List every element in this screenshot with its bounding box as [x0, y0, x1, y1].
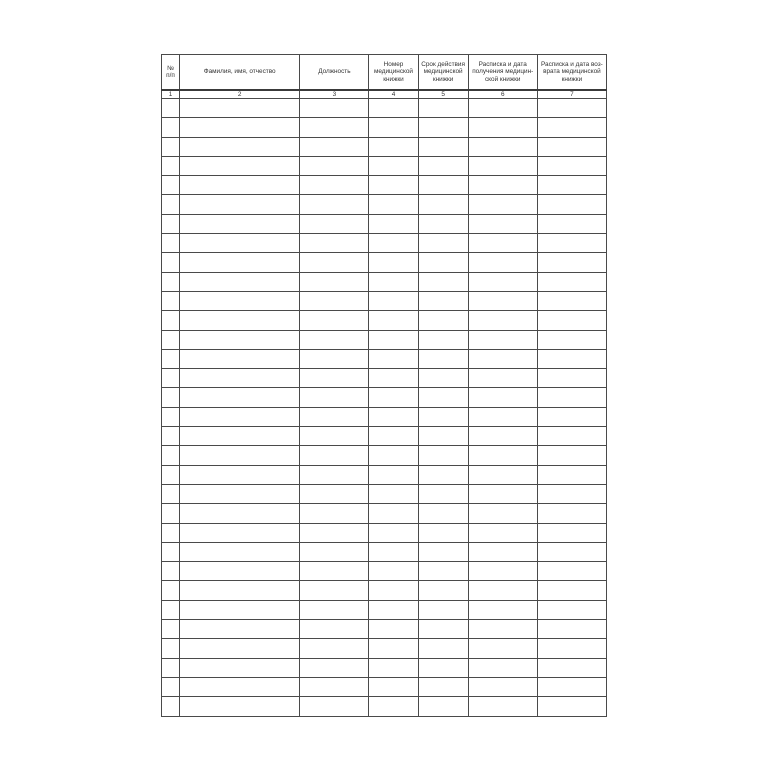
table-row: [162, 446, 607, 465]
table-cell: [300, 291, 369, 310]
table-cell: [537, 369, 606, 388]
table-cell: [162, 427, 180, 446]
table-cell: [468, 156, 537, 175]
table-cell: [369, 600, 418, 619]
table-cell: [369, 156, 418, 175]
table-cell: [369, 523, 418, 542]
table-cell: [369, 427, 418, 446]
table-row: [162, 600, 607, 619]
table-cell: [468, 272, 537, 291]
table-cell: [418, 388, 468, 407]
table-cell: [180, 484, 300, 503]
table-cell: [369, 330, 418, 349]
table-cell: [537, 581, 606, 600]
table-cell: [468, 330, 537, 349]
table-cell: [369, 253, 418, 272]
table-cell: [300, 176, 369, 195]
table-cell: [162, 388, 180, 407]
table-cell: [300, 253, 369, 272]
table-cell: [537, 465, 606, 484]
table-cell: [369, 562, 418, 581]
table-cell: [300, 484, 369, 503]
table-cell: [300, 272, 369, 291]
column-number: 4: [369, 90, 418, 99]
table-cell: [180, 562, 300, 581]
table-cell: [180, 504, 300, 523]
table-cell: [418, 523, 468, 542]
table-cell: [300, 137, 369, 156]
table-cell: [418, 658, 468, 677]
table-cell: [418, 639, 468, 658]
table-row: [162, 272, 607, 291]
table-cell: [180, 542, 300, 561]
table-cell: [468, 388, 537, 407]
table-cell: [418, 697, 468, 716]
table-cell: [468, 349, 537, 368]
table-cell: [369, 677, 418, 696]
table-cell: [162, 311, 180, 330]
table-cell: [418, 504, 468, 523]
table-cell: [300, 214, 369, 233]
table-row: [162, 291, 607, 310]
table-cell: [369, 504, 418, 523]
table-cell: [418, 427, 468, 446]
table-row: [162, 388, 607, 407]
table-cell: [468, 484, 537, 503]
table-cell: [468, 253, 537, 272]
table-cell: [418, 542, 468, 561]
table-cell: [162, 137, 180, 156]
table-cell: [162, 253, 180, 272]
table-cell: [162, 176, 180, 195]
table-cell: [468, 542, 537, 561]
table-cell: [468, 369, 537, 388]
table-cell: [418, 581, 468, 600]
table-cell: [180, 118, 300, 137]
table-row: [162, 504, 607, 523]
table-cell: [300, 311, 369, 330]
table-cell: [162, 620, 180, 639]
table-cell: [468, 234, 537, 253]
table-cell: [180, 272, 300, 291]
table-cell: [537, 330, 606, 349]
table-cell: [162, 234, 180, 253]
column-number: 5: [418, 90, 468, 99]
table-cell: [180, 214, 300, 233]
table-cell: [468, 214, 537, 233]
table-row: [162, 311, 607, 330]
column-number: 2: [180, 90, 300, 99]
table-cell: [468, 407, 537, 426]
table-cell: [418, 234, 468, 253]
table-cell: [369, 369, 418, 388]
table-row: [162, 195, 607, 214]
table-cell: [300, 465, 369, 484]
table-row: [162, 137, 607, 156]
table-cell: [468, 697, 537, 716]
table-cell: [162, 639, 180, 658]
table-row: [162, 427, 607, 446]
table-cell: [468, 620, 537, 639]
table-cell: [180, 253, 300, 272]
table-cell: [369, 291, 418, 310]
table-cell: [300, 234, 369, 253]
table-cell: [537, 427, 606, 446]
table-cell: [537, 446, 606, 465]
table-cell: [418, 465, 468, 484]
table-row: [162, 523, 607, 542]
table-cell: [180, 620, 300, 639]
column-number: 6: [468, 90, 537, 99]
table-cell: [537, 118, 606, 137]
table-cell: [300, 562, 369, 581]
table-row: [162, 253, 607, 272]
table-cell: [180, 523, 300, 542]
table-row: [162, 620, 607, 639]
table-cell: [537, 253, 606, 272]
table-cell: [162, 195, 180, 214]
table-row: [162, 99, 607, 118]
table-cell: [418, 137, 468, 156]
table-cell: [300, 658, 369, 677]
table-cell: [369, 99, 418, 118]
table-cell: [537, 137, 606, 156]
table-row: [162, 465, 607, 484]
header-receipt-issue: Расписка и дата получения медицин- ской книжки: [468, 55, 537, 91]
medical-books-register-table: [161, 54, 607, 717]
table-cell: [180, 137, 300, 156]
table-cell: [537, 484, 606, 503]
table-cell: [300, 620, 369, 639]
table-cell: [300, 542, 369, 561]
table-cell: [369, 176, 418, 195]
table-cell: [537, 523, 606, 542]
table-row: [162, 156, 607, 175]
table-cell: [300, 581, 369, 600]
table-cell: [180, 697, 300, 716]
table-cell: [300, 407, 369, 426]
table-cell: [369, 118, 418, 137]
table-cell: [300, 600, 369, 619]
table-cell: [537, 697, 606, 716]
table-row: [162, 176, 607, 195]
table-cell: [537, 195, 606, 214]
table-cell: [537, 214, 606, 233]
table-cell: [300, 369, 369, 388]
table-cell: [537, 639, 606, 658]
table-cell: [369, 349, 418, 368]
table-cell: [162, 581, 180, 600]
table-cell: [468, 176, 537, 195]
table-cell: [418, 272, 468, 291]
table-cell: [180, 600, 300, 619]
table-cell: [537, 272, 606, 291]
table-row: [162, 484, 607, 503]
header-book-number: Номер медицинской книжки: [369, 55, 418, 91]
table-cell: [162, 562, 180, 581]
table-row: [162, 214, 607, 233]
table-cell: [180, 407, 300, 426]
table-cell: [180, 639, 300, 658]
table-row: [162, 639, 607, 658]
table-cell: [180, 369, 300, 388]
table-cell: [369, 388, 418, 407]
table-row: [162, 369, 607, 388]
table-cell: [537, 407, 606, 426]
table-cell: [468, 118, 537, 137]
table-cell: [369, 465, 418, 484]
table-cell: [537, 291, 606, 310]
table-cell: [180, 465, 300, 484]
table-cell: [162, 214, 180, 233]
table-row: [162, 234, 607, 253]
table-cell: [537, 677, 606, 696]
table-cell: [468, 446, 537, 465]
table-cell: [369, 639, 418, 658]
table-cell: [300, 388, 369, 407]
table-cell: [418, 484, 468, 503]
table-cell: [162, 677, 180, 696]
table-cell: [418, 214, 468, 233]
table-cell: [180, 446, 300, 465]
header-full-name: Фамилия, имя, отчество: [180, 55, 300, 91]
table-cell: [468, 581, 537, 600]
table-cell: [180, 99, 300, 118]
table-cell: [418, 677, 468, 696]
table-cell: [418, 176, 468, 195]
table-cell: [300, 330, 369, 349]
table-row: [162, 697, 607, 716]
table-cell: [180, 311, 300, 330]
table-cell: [300, 195, 369, 214]
table-cell: [369, 658, 418, 677]
table-cell: [369, 407, 418, 426]
table-cell: [180, 291, 300, 310]
table-cell: [369, 195, 418, 214]
header-number: № п/п: [162, 55, 180, 91]
table-cell: [537, 311, 606, 330]
table-cell: [162, 465, 180, 484]
table-cell: [418, 349, 468, 368]
table-cell: [369, 214, 418, 233]
table-cell: [468, 311, 537, 330]
table-cell: [369, 581, 418, 600]
table-cell: [418, 407, 468, 426]
table-row: [162, 349, 607, 368]
table-cell: [369, 446, 418, 465]
table-row: [162, 562, 607, 581]
table-row: [162, 330, 607, 349]
table-cell: [537, 620, 606, 639]
table-cell: [369, 697, 418, 716]
table-cell: [180, 195, 300, 214]
table-cell: [180, 581, 300, 600]
table-cell: [162, 156, 180, 175]
table-row: [162, 542, 607, 561]
header-row: [162, 55, 607, 91]
header-validity: Срок действия медицинской книжки: [418, 55, 468, 91]
table-cell: [162, 542, 180, 561]
table-cell: [369, 542, 418, 561]
table-cell: [300, 504, 369, 523]
table-cell: [180, 330, 300, 349]
table-cell: [537, 99, 606, 118]
table-cell: [162, 369, 180, 388]
table-cell: [300, 446, 369, 465]
table-cell: [369, 620, 418, 639]
table-cell: [418, 118, 468, 137]
table-row: [162, 407, 607, 426]
table-cell: [369, 311, 418, 330]
table-cell: [369, 272, 418, 291]
table-cell: [537, 388, 606, 407]
table-cell: [162, 697, 180, 716]
table-cell: [162, 291, 180, 310]
table-cell: [418, 562, 468, 581]
table-cell: [300, 523, 369, 542]
header-position: Должность: [300, 55, 369, 91]
table-cell: [162, 523, 180, 542]
table-cell: [162, 272, 180, 291]
table-cell: [537, 504, 606, 523]
table-cell: [537, 156, 606, 175]
table-cell: [162, 330, 180, 349]
table-cell: [180, 658, 300, 677]
table-cell: [180, 349, 300, 368]
table-cell: [468, 427, 537, 446]
table-cell: [418, 195, 468, 214]
table-cell: [468, 137, 537, 156]
table-cell: [162, 446, 180, 465]
table-cell: [537, 542, 606, 561]
table-cell: [468, 523, 537, 542]
column-number-row: [162, 90, 607, 99]
table-cell: [418, 311, 468, 330]
table-cell: [162, 407, 180, 426]
table-cell: [180, 427, 300, 446]
table-cell: [418, 369, 468, 388]
table-cell: [418, 600, 468, 619]
table-cell: [468, 291, 537, 310]
table-row: [162, 581, 607, 600]
table-cell: [468, 195, 537, 214]
table-cell: [300, 118, 369, 137]
column-number: 3: [300, 90, 369, 99]
table-cell: [537, 600, 606, 619]
table-cell: [537, 234, 606, 253]
table-cell: [300, 427, 369, 446]
header-receipt-return: Расписка и дата воз- врата медицинской книжки: [537, 55, 606, 91]
table-cell: [369, 484, 418, 503]
table-cell: [537, 562, 606, 581]
table-cell: [468, 639, 537, 658]
table-cell: [162, 99, 180, 118]
table-cell: [162, 600, 180, 619]
table-body: [162, 99, 607, 717]
table-cell: [369, 234, 418, 253]
table-cell: [180, 156, 300, 175]
table-cell: [162, 118, 180, 137]
table-cell: [468, 562, 537, 581]
table-cell: [418, 446, 468, 465]
table-cell: [180, 234, 300, 253]
table-cell: [369, 137, 418, 156]
table-cell: [418, 330, 468, 349]
table-cell: [300, 156, 369, 175]
table-cell: [180, 677, 300, 696]
table-cell: [162, 349, 180, 368]
table-cell: [418, 253, 468, 272]
column-number: 1: [162, 90, 180, 99]
table-cell: [537, 349, 606, 368]
table-cell: [300, 99, 369, 118]
table-cell: [468, 677, 537, 696]
table-row: [162, 118, 607, 137]
table-cell: [418, 99, 468, 118]
column-number: 7: [537, 90, 606, 99]
table-cell: [468, 600, 537, 619]
table-cell: [418, 620, 468, 639]
table-cell: [300, 349, 369, 368]
table-cell: [418, 291, 468, 310]
table-cell: [418, 156, 468, 175]
table-cell: [300, 639, 369, 658]
table-cell: [537, 658, 606, 677]
table-cell: [537, 176, 606, 195]
table-cell: [300, 677, 369, 696]
table-cell: [300, 697, 369, 716]
table-cell: [162, 484, 180, 503]
table-cell: [468, 658, 537, 677]
table-cell: [468, 465, 537, 484]
table-cell: [468, 99, 537, 118]
table-row: [162, 658, 607, 677]
table-cell: [180, 388, 300, 407]
table-row: [162, 677, 607, 696]
table-cell: [468, 504, 537, 523]
table-cell: [162, 504, 180, 523]
table-cell: [180, 176, 300, 195]
table-cell: [162, 658, 180, 677]
